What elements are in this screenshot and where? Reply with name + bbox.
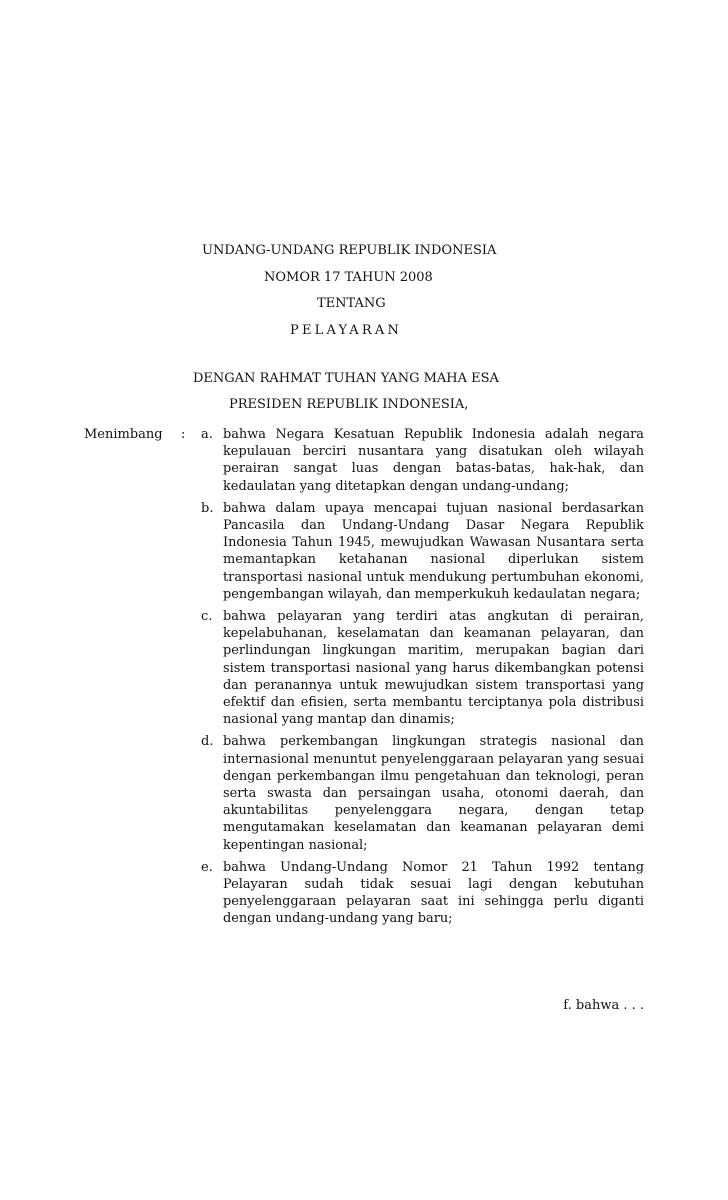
- considering-item-c: [201, 608, 644, 728]
- item-letter: d.: [201, 734, 214, 750]
- considering-items: [201, 426, 644, 933]
- law-subject: PELAYARAN: [290, 323, 403, 338]
- considering-item-e: [201, 859, 644, 928]
- item-letter: b.: [201, 500, 214, 516]
- item-text: bahwa dalam upaya mencapai tujuan nasional berdasarkan Pancasila dan Undang-Undang Dasar Negara Republik Indonesia Tahun 1945, mewujudkan Wawasan Nusantara serta memantapkan ketahanan nasional diperlukan sistem transportasi nasional untuk mendukung pertumbuhan ekonomi, pengembangan wilayah, dan memperkukuh kedaulatan negara;: [223, 500, 644, 602]
- item-letter: c.: [201, 609, 213, 625]
- item-letter: e.: [201, 859, 213, 875]
- blessing-line: DENGAN RAHMAT TUHAN YANG MAHA ESA: [193, 371, 499, 386]
- item-text: bahwa pelayaran yang terdiri atas angkutan di perairan, kepelabuhanan, keselamatan dan keamanan pelayaran, dan perlindungan lingkungan maritim, merupakan bagian dari sistem transportasi nasional yang harus dikembangkan potensi dan peranannya untuk mewujudkan sistem transportasi yang efektif dan efisien, serta membantu terciptanya pola distribusi nasional yang mantap dan dinamis;: [223, 609, 644, 728]
- law-about: TENTANG: [317, 296, 386, 311]
- law-number: NOMOR 17 TAHUN 2008: [264, 270, 433, 285]
- page-continuation: f. bahwa . . .: [563, 998, 644, 1013]
- considering-item-b: [201, 500, 644, 603]
- item-text: bahwa perkembangan lingkungan strategis nasional dan internasional menuntut penyelenggaraan pelayaran yang sesuai dengan perkembangan ilmu pengetahuan dan teknologi, peran serta swasta dan persaingan usaha, otonomi daerah, dan akuntabilitas penyelenggara negara, dengan tetap mengutamakan keselamatan dan keamanan pelayaran demi kepentingan nasional;: [223, 734, 644, 853]
- president-line: PRESIDEN REPUBLIK INDONESIA,: [229, 397, 469, 412]
- considering-label: Menimbang: [84, 427, 163, 442]
- considering-item-d: [201, 733, 644, 853]
- considering-item-a: [201, 426, 644, 495]
- item-text: bahwa Undang-Undang Nomor 21 Tahun 1992 tentang Pelayaran sudah tidak sesuai lagi dengan kebutuhan penyelenggaraan pelayaran saat ini sehingga perlu diganti dengan undang-undang yang baru;: [223, 859, 644, 927]
- law-title: UNDANG-UNDANG REPUBLIK INDONESIA: [202, 243, 497, 258]
- item-text: bahwa Negara Kesatuan Republik Indonesia adalah negara kepulauan berciri nusantara yang disatukan oleh wilayah perairan sangat luas dengan batas-batas, hak-hak, dan kedaulatan yang ditetapkan dengan undang-undang;: [223, 427, 644, 494]
- item-letter: a.: [201, 427, 213, 442]
- considering-colon: :: [181, 427, 186, 442]
